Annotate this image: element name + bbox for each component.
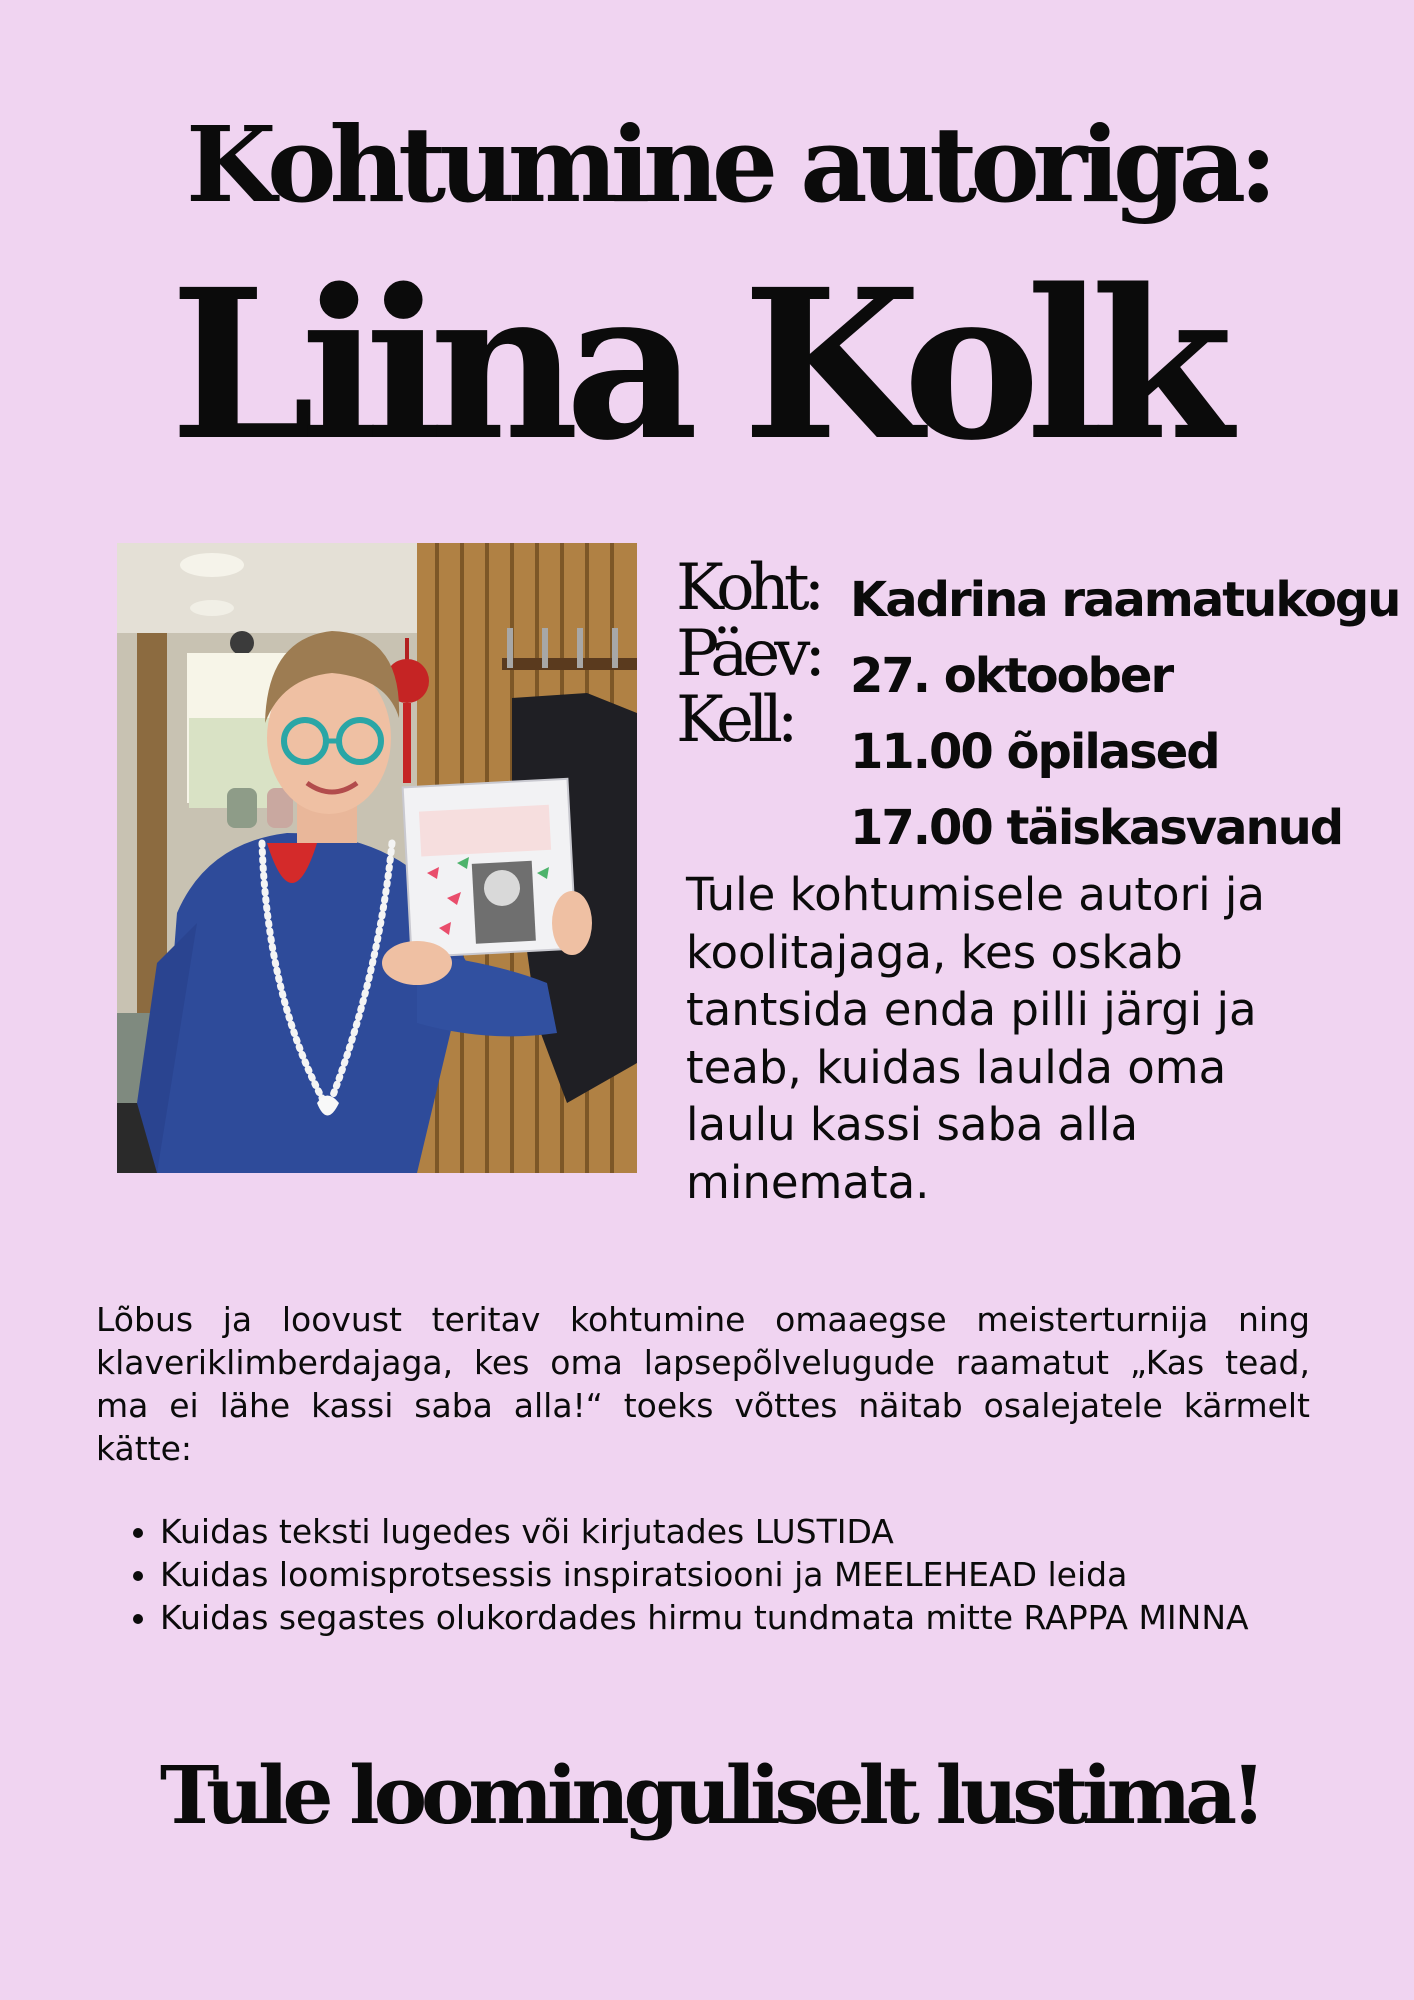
intro-line: minemata. bbox=[686, 1155, 930, 1209]
intro-text bbox=[686, 866, 1336, 1211]
time-label: Kell: bbox=[676, 683, 793, 757]
time-value-adults: 17.00 täiskasvanud bbox=[850, 800, 1343, 856]
date-label: Päev: bbox=[676, 617, 820, 691]
bullet-item: • Kuidas teksti lugedes või kirjutades LUSTIDA bbox=[160, 1510, 1310, 1553]
author-name: Liina Kolk bbox=[170, 244, 1220, 486]
intro-line: Tule kohtumisele autori ja bbox=[686, 868, 1265, 921]
bullet-item: • Kuidas segastes olukordades hirmu tundmata mitte RAPPA MINNA bbox=[160, 1596, 1310, 1639]
intro-line: teab, kuidas laulda oma bbox=[686, 1040, 1227, 1094]
event-info-labels bbox=[676, 551, 846, 757]
intro-line: tantsida enda pilli järgi ja bbox=[686, 983, 1257, 1036]
date-value: 27. oktoober bbox=[850, 648, 1173, 704]
author-photo bbox=[117, 543, 637, 1173]
heading-line1: Kohtumine autoriga: bbox=[186, 103, 1271, 226]
event-info-values bbox=[850, 562, 1410, 866]
description-paragraph: Lõbus ja loovust teritav kohtumine omaaegse meisterturnija ning klaveriklimberdajaga, kes oma lapsepõlvelugude raamatut „Kas tead, ma ei lähe kassi saba alla!“ toeks võttes näitab osalejatele kärmelt kätte: bbox=[96, 1300, 1310, 1468]
intro-line: koolitajaga, kes oskab bbox=[686, 925, 1183, 979]
bullet-list bbox=[96, 1510, 1310, 1639]
location-value: Kadrina raamatukogu bbox=[850, 572, 1400, 628]
time-value-students: 11.00 õpilased bbox=[850, 724, 1219, 780]
intro-line: laulu kassi saba alla bbox=[686, 1098, 1139, 1151]
closing-slogan: Tule loominguliselt lustima! bbox=[159, 1748, 1261, 1842]
location-label: Koht: bbox=[676, 551, 820, 625]
bullet-item: • Kuidas loomisprotsessis inspiratsiooni ja MEELEHEAD leida bbox=[160, 1553, 1310, 1596]
